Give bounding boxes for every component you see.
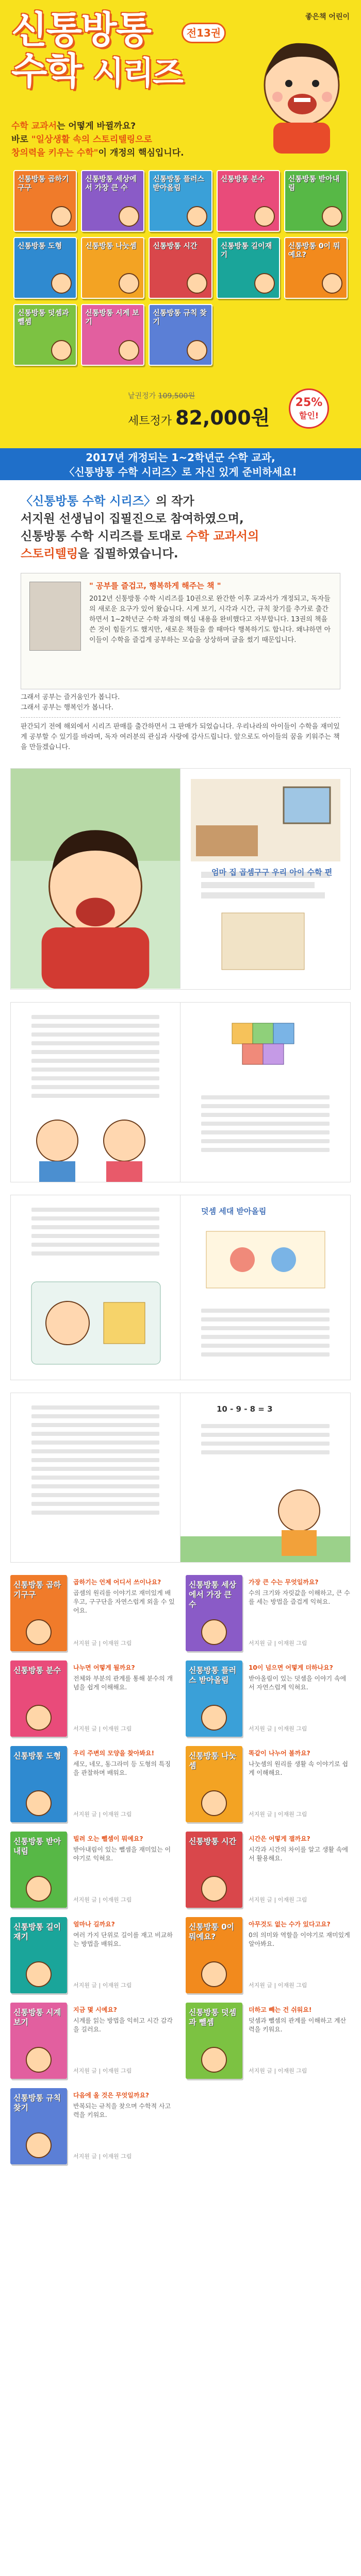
spread-2-children-illustration	[11, 1105, 181, 1182]
book-list-cover-title: 신통방통 플러스 받아올림	[189, 1666, 237, 1685]
book-list-meta: 서지원 글 | 이재원 그림	[73, 1725, 132, 1732]
book-list-cover-character	[26, 1705, 52, 1731]
book-cover-title: 신통방통 도형	[18, 242, 62, 250]
spread-3-game-illustration	[11, 1277, 181, 1369]
book-list-item[interactable]	[10, 2003, 175, 2081]
intro-highlight-4: 스토리텔링	[21, 547, 78, 561]
sample-spread-4	[10, 1393, 351, 1563]
book-cover[interactable]	[149, 237, 212, 299]
book-list-item[interactable]	[10, 1575, 175, 1653]
price-area	[0, 386, 361, 438]
book-cover-character	[187, 206, 207, 227]
book-list-meta: 서지원 글 | 이재원 그림	[73, 2153, 132, 2160]
book-list	[10, 1575, 351, 2166]
spread-2-right-text	[201, 1095, 330, 1157]
book-list-cover-title: 신통방통 받아내림	[13, 1837, 61, 1856]
book-list-summary: 받아올림이 있는 덧셈을 이야기 속에서 자연스럽게 익혀요.	[249, 1675, 347, 1691]
book-list-summary: 시계를 읽는 방법을 익히고 시간 감각을 길러요.	[73, 2017, 173, 2033]
spread-3-left-page	[11, 1195, 180, 1380]
book-list-description	[249, 1664, 351, 1732]
original-price-value: 109,500원	[158, 392, 195, 400]
intro-text-1: 의 작가	[155, 495, 194, 508]
lead-copy	[11, 120, 243, 160]
book-list-meta: 서지원 글 | 이재원 그림	[249, 1640, 307, 1647]
book-list-quote: 나누면 어떻게 될까요?	[73, 1664, 135, 1671]
book-cover-character	[119, 340, 139, 361]
book-list-item[interactable]	[186, 1746, 351, 1824]
book-list-quote: 가장 큰 수는 무엇일까요?	[249, 1579, 319, 1586]
book-list-quote: 얼마나 길까요?	[73, 1921, 115, 1928]
spread-4-left-text	[31, 1405, 159, 1519]
intro-highlight-3: 수학 교과서의	[186, 530, 259, 543]
book-list-description	[249, 1749, 351, 1818]
book-list-cover-character	[201, 2047, 227, 2073]
book-list-item[interactable]	[186, 1917, 351, 1995]
book-cover-title: 신통방통 받아내림	[288, 175, 340, 192]
book-list-cover	[186, 1746, 242, 1822]
book-cover-title: 신통방통 시간	[153, 242, 198, 250]
book-list-description	[73, 1835, 175, 1903]
spread-1-room-illustration	[180, 769, 351, 990]
book-list-summary: 세모, 네모, 동그라미 등 도형의 특징을 관찰하며 배워요.	[73, 1760, 171, 1776]
book-list-cover-title: 신통방통 규칙 찾기	[13, 2093, 61, 2112]
spread-4-right-text	[201, 1424, 330, 1459]
book-cover[interactable]	[81, 304, 144, 366]
book-list-cover	[10, 1660, 67, 1737]
book-list-cover	[10, 1746, 67, 1822]
book-list-meta: 서지원 글 | 이재원 그림	[73, 1640, 132, 1647]
banner-line1: 2017년 개정되는 1~2학년군 수학 교과,	[86, 451, 275, 464]
book-list-cover	[10, 1575, 67, 1651]
book-cover-title: 신통방통 플러스 받아올림	[153, 175, 204, 192]
book-list-cover	[10, 1917, 67, 1993]
book-list-summary: 곱셈의 원리를 이야기로 재미있게 배우고, 구구단을 자연스럽게 외울 수 있어요.	[73, 1589, 175, 1614]
book-cover-title: 신통방통 곱하기구구	[18, 175, 69, 192]
sample-spread-1	[10, 768, 351, 990]
author-footnote	[21, 692, 340, 713]
series-title-line2: 수학	[11, 49, 81, 93]
book-list-cover	[10, 2088, 67, 2164]
discount-label: 할인!	[299, 411, 319, 420]
book-cover-character	[51, 273, 72, 294]
book-list-item[interactable]	[10, 1746, 175, 1824]
spread-4-left-page	[11, 1393, 180, 1562]
spread-4-equation: 10 - 9 - 8 = 3	[217, 1404, 273, 1414]
book-list-cover-title: 신통방통 길이재기	[13, 1922, 61, 1941]
book-cover-character	[51, 340, 72, 361]
book-list-cover-title: 신통방통 나눗셈	[189, 1751, 237, 1770]
book-list-quote: 곱하기는 언제 어디서 쓰이나요?	[73, 1579, 161, 1586]
book-list-quote: 다음에 올 것은 무엇일까요?	[73, 2092, 150, 2099]
book-list-item[interactable]	[186, 2003, 351, 2081]
book-list-item[interactable]	[10, 2088, 175, 2166]
book-cover[interactable]	[81, 170, 144, 232]
author-bio-text: 2012년 신통방통 수학 시리즈를 10권으로 완간한 이후 교과서가 개정되고, 독자들의 새로운 요구가 있어 왔습니다. 시계 보기, 시각과 시간, 규칙 찾기를 추가로 출간하면서 1~2학년군 수학 과정의 핵심 내용을 완비했다고 자부합니다. 13권의 책을 쓴 것이 힘들기도 했지만, 새로운 책들을 쓸 때마다 행복하기도 합니다. 왜냐하면 아이들이 수학을 즐겁게 공부하는 모습을 상상하며 글을 썼기 때문입니다.	[89, 595, 331, 644]
book-list-meta: 서지원 글 | 이재원 그림	[249, 2067, 307, 2074]
author-intro	[0, 480, 361, 568]
book-list-summary: 시각과 시간의 차이를 알고 생활 속에서 활용해요.	[249, 1846, 348, 1862]
book-list-cover	[10, 2003, 67, 2079]
book-cover-character	[254, 273, 275, 294]
lead-highlight-3: 창의력을 키우는 수학"	[11, 148, 99, 158]
author-foot-1: 그래서 공부는 즐거움인가 봅니다.	[21, 693, 120, 701]
book-list-cover-character	[26, 2047, 52, 2073]
book-list-cover-title: 신통방통 세상에서 가장 큰 수	[189, 1580, 237, 1609]
lead-text-1: 는 어떻게 바뀔까요?	[57, 121, 136, 131]
set-price-unit: 원	[251, 406, 270, 429]
series-title-sub: 시리즈	[93, 54, 183, 92]
author-photo	[29, 582, 81, 651]
set-price-value: 82,000	[175, 406, 251, 429]
book-list-cover-title: 신통방통 분수	[13, 1666, 61, 1675]
author-bio	[89, 581, 332, 646]
book-list-quote: 아무것도 없는 수가 있다고요?	[249, 1921, 331, 1928]
book-list-meta: 서지원 글 | 이재원 그림	[73, 1982, 132, 1989]
spread-3-left-text	[31, 1208, 159, 1260]
curriculum-banner	[0, 448, 361, 480]
lead-highlight-2: "일상생활 속의 스토리텔링으로	[31, 134, 152, 145]
book-list-cover-title: 신통방통 시계 보기	[13, 2008, 61, 2027]
book-list-cover-character	[26, 1876, 52, 1902]
book-cover-character	[254, 206, 275, 227]
book-list-cover	[186, 1832, 242, 1908]
book-cover[interactable]	[217, 237, 280, 299]
book-list-cover-character	[201, 1876, 227, 1902]
book-list-summary: 전체와 부분의 관계를 통해 분수의 개념을 쉽게 이해해요.	[73, 1675, 173, 1691]
book-cover-title: 신통방통 시계 보기	[85, 309, 139, 326]
book-cover-title: 신통방통 규칙 찾기	[153, 309, 207, 326]
author-profile-box	[21, 573, 340, 689]
spread-2-right-page	[180, 1003, 350, 1182]
book-cover-title: 신통방통 나눗셈	[85, 242, 137, 250]
book-list-description	[73, 1578, 175, 1647]
book-list-item[interactable]	[10, 1660, 175, 1739]
author-foot-2: 그래서 공부는 행복인가 봅니다.	[21, 704, 113, 711]
book-list-quote: 10이 넘으면 어떻게 더하나요?	[249, 1664, 333, 1671]
book-list-description	[249, 1578, 351, 1647]
book-list-quote: 똑같이 나누어 볼까요?	[249, 1750, 310, 1757]
book-list-meta: 서지원 글 | 이재원 그림	[73, 1896, 132, 1903]
book-covers-grid	[13, 170, 348, 366]
sample-spread-3	[10, 1195, 351, 1380]
book-list-item[interactable]	[10, 1917, 175, 1995]
book-cover[interactable]	[13, 304, 77, 366]
book-list-quote: 지금 몇 시예요?	[73, 2006, 117, 2013]
intro-text-4: 을 집필하였습니다.	[78, 547, 178, 561]
book-cover-character	[51, 206, 72, 227]
book-list-meta: 서지원 글 | 이재원 그림	[73, 2067, 132, 2074]
spread-3-right-page	[180, 1195, 350, 1380]
book-list-description	[73, 1664, 175, 1732]
book-list-description	[249, 1835, 351, 1903]
book-list-cover-character	[26, 2132, 52, 2158]
book-cover-character	[187, 273, 207, 294]
book-cover-title: 신통방통 길이재기	[220, 242, 272, 259]
book-cover-title: 신통방통 0이 뭐예요?	[288, 242, 340, 259]
book-list-cover-character	[201, 1619, 227, 1645]
book-list-quote: 더하고 빼는 건 쉬워요!	[249, 2006, 312, 2013]
publisher-logo: 좋은책 어린이	[305, 13, 350, 21]
spread-2-left-page	[11, 1003, 180, 1182]
book-list-item[interactable]	[186, 1660, 351, 1739]
book-cover[interactable]	[284, 237, 348, 299]
book-cover-character	[119, 273, 139, 294]
intro-text-2: 서지원 선생님이 집필진으로 참여하였으며,	[21, 512, 244, 526]
book-list-summary: 나눗셈의 원리를 생활 속 이야기로 쉽게 이해해요.	[249, 1760, 348, 1776]
book-list-quote: 우리 주변의 모양을 찾아봐요!	[73, 1750, 155, 1757]
book-list-summary: 0의 의미와 역할을 이야기로 재미있게 알아봐요.	[249, 1931, 350, 1947]
book-list-cover-character	[201, 1705, 227, 1731]
set-price-label: 세트정가	[128, 415, 172, 428]
book-list-item[interactable]	[10, 1832, 175, 1910]
book-list-quote: 빌려 오는 뺄셈이 뭐예요?	[73, 1835, 143, 1842]
lead-text-2: 바로	[11, 134, 31, 145]
book-list-cover-character	[26, 1790, 52, 1816]
original-price	[128, 391, 195, 401]
book-cover-character	[119, 206, 139, 227]
spread-1-page-title: 엄마 집 곱셈구구 우리 아이 수학 편	[211, 868, 333, 877]
book-cover-title: 신통방통 덧셈과 뺄셈	[18, 309, 69, 326]
author-quote: " 공부를 즐겁고, 행복하게 해주는 책 "	[89, 581, 221, 590]
series-title-line1: 신통방통	[11, 8, 151, 52]
book-cover-title: 신통방통 세상에서 가장 큰 수	[85, 175, 137, 192]
series-title	[11, 9, 183, 94]
book-list-item[interactable]	[186, 1575, 351, 1653]
author-note: 판간되기 전에 해외에서 시리즈 판매를 출간하면서 그 판매가 되었습니다. 우리나라의 아이들이 수학을 재미있게 공부할 수 있기를 바라며, 독자 여러분의 관심과 사랑에 감사드립니다. 앞으로도 아이들의 꿈을 키워주는 책을 만들겠습니다.	[21, 723, 340, 751]
lead-highlight-1: 수학 교과서	[11, 121, 57, 131]
spread-2-left-text	[31, 1015, 159, 1103]
book-list-cover-title: 신통방통 곱하기구구	[13, 1580, 61, 1599]
divider	[21, 717, 340, 718]
book-list-description	[73, 2091, 175, 2160]
book-cover[interactable]	[217, 170, 280, 232]
book-list-description	[249, 1920, 351, 1989]
spread-4-right-page	[180, 1393, 350, 1562]
book-cover-character	[322, 206, 342, 227]
book-list-cover-character	[201, 1961, 227, 1987]
book-list-meta: 서지원 글 | 이재원 그림	[73, 1811, 132, 1818]
book-cover[interactable]	[149, 304, 212, 366]
book-list-cover-title: 신통방통 시간	[189, 1837, 237, 1846]
spread-1-right-page	[180, 769, 350, 989]
book-cover-character	[322, 273, 342, 294]
book-list-cover	[10, 1832, 67, 1908]
book-list-cover-character	[26, 1961, 52, 1987]
spread-1-left-illustration	[11, 769, 180, 989]
set-price	[128, 402, 270, 430]
book-list-item[interactable]	[186, 1832, 351, 1910]
discount-percent: 25%	[295, 396, 323, 409]
book-list-summary: 여러 가지 단위로 길이를 재고 비교하는 방법을 배워요.	[73, 1931, 173, 1947]
book-list-description	[73, 1749, 175, 1818]
book-list-cover-title: 신통방통 덧셈과 뺄셈	[189, 2008, 237, 2027]
book-list-description	[73, 2006, 175, 2074]
book-list-meta: 서지원 글 | 이재원 그림	[249, 1896, 307, 1903]
child-illustration	[253, 36, 351, 155]
book-list-summary: 받아내림이 있는 뺄셈을 재미있는 이야기로 익혀요.	[73, 1846, 171, 1862]
intro-text-3: 신통방통 수학 시리즈를 토대로	[21, 530, 186, 543]
volume-badge: 전13권	[182, 23, 226, 43]
book-cover[interactable]	[284, 170, 348, 232]
lead-text-3: 이 개정의 핵심입니다.	[98, 148, 184, 158]
book-list-quote: 시간은 어떻게 잴까요?	[249, 1835, 310, 1842]
book-list-cover-title: 신통방통 도형	[13, 1751, 61, 1760]
spread-3-table-illustration	[180, 1221, 351, 1298]
book-list-description	[249, 2006, 351, 2074]
book-list-summary: 반복되는 규칙을 찾으며 수학적 사고력을 키워요.	[73, 2103, 171, 2119]
book-list-meta: 서지원 글 | 이재원 그림	[249, 1725, 307, 1732]
book-list-meta: 서지원 글 | 이재원 그림	[249, 1811, 307, 1818]
discount-badge	[289, 388, 329, 429]
book-list-cover-title: 신통방통 0이 뭐예요?	[189, 1922, 235, 1941]
sample-spread-2	[10, 1002, 351, 1182]
book-list-summary: 덧셈과 뺄셈의 관계를 이해하고 계산력을 키워요.	[249, 2017, 347, 2033]
book-list-cover	[186, 2003, 242, 2079]
book-list-cover-character	[201, 1790, 227, 1816]
book-list-summary: 수의 크기와 자릿값을 이해하고, 큰 수를 세는 방법을 즐겁게 익혀요.	[249, 1589, 350, 1605]
book-list-meta: 서지원 글 | 이재원 그림	[249, 1982, 307, 1989]
book-list-cover	[186, 1660, 242, 1737]
book-list-cover-character	[26, 1619, 52, 1645]
book-cover[interactable]	[13, 237, 77, 299]
book-cover[interactable]	[149, 170, 212, 232]
book-cover-character	[187, 340, 207, 361]
spread-3-page-title: 덧셈 세대 받아올림	[201, 1207, 267, 1216]
book-list-cover	[186, 1575, 242, 1651]
book-cover[interactable]	[13, 170, 77, 232]
hero-section	[0, 0, 361, 448]
book-list-cover	[186, 1917, 242, 1993]
book-cover[interactable]	[81, 237, 144, 299]
book-list-description	[73, 1920, 175, 1989]
spread-3-right-text	[201, 1309, 330, 1361]
original-price-label: 낱권정가	[128, 392, 156, 400]
banner-line2: 〈신통방통 수학 시리즈〉로 자신 있게 준비하세요!	[64, 466, 297, 478]
book-cover-title: 신통방통 분수	[220, 175, 265, 183]
intro-series-name: 〈신통방통 수학 시리즈〉	[21, 495, 156, 508]
spread-4-kid-illustration	[180, 1475, 351, 1562]
